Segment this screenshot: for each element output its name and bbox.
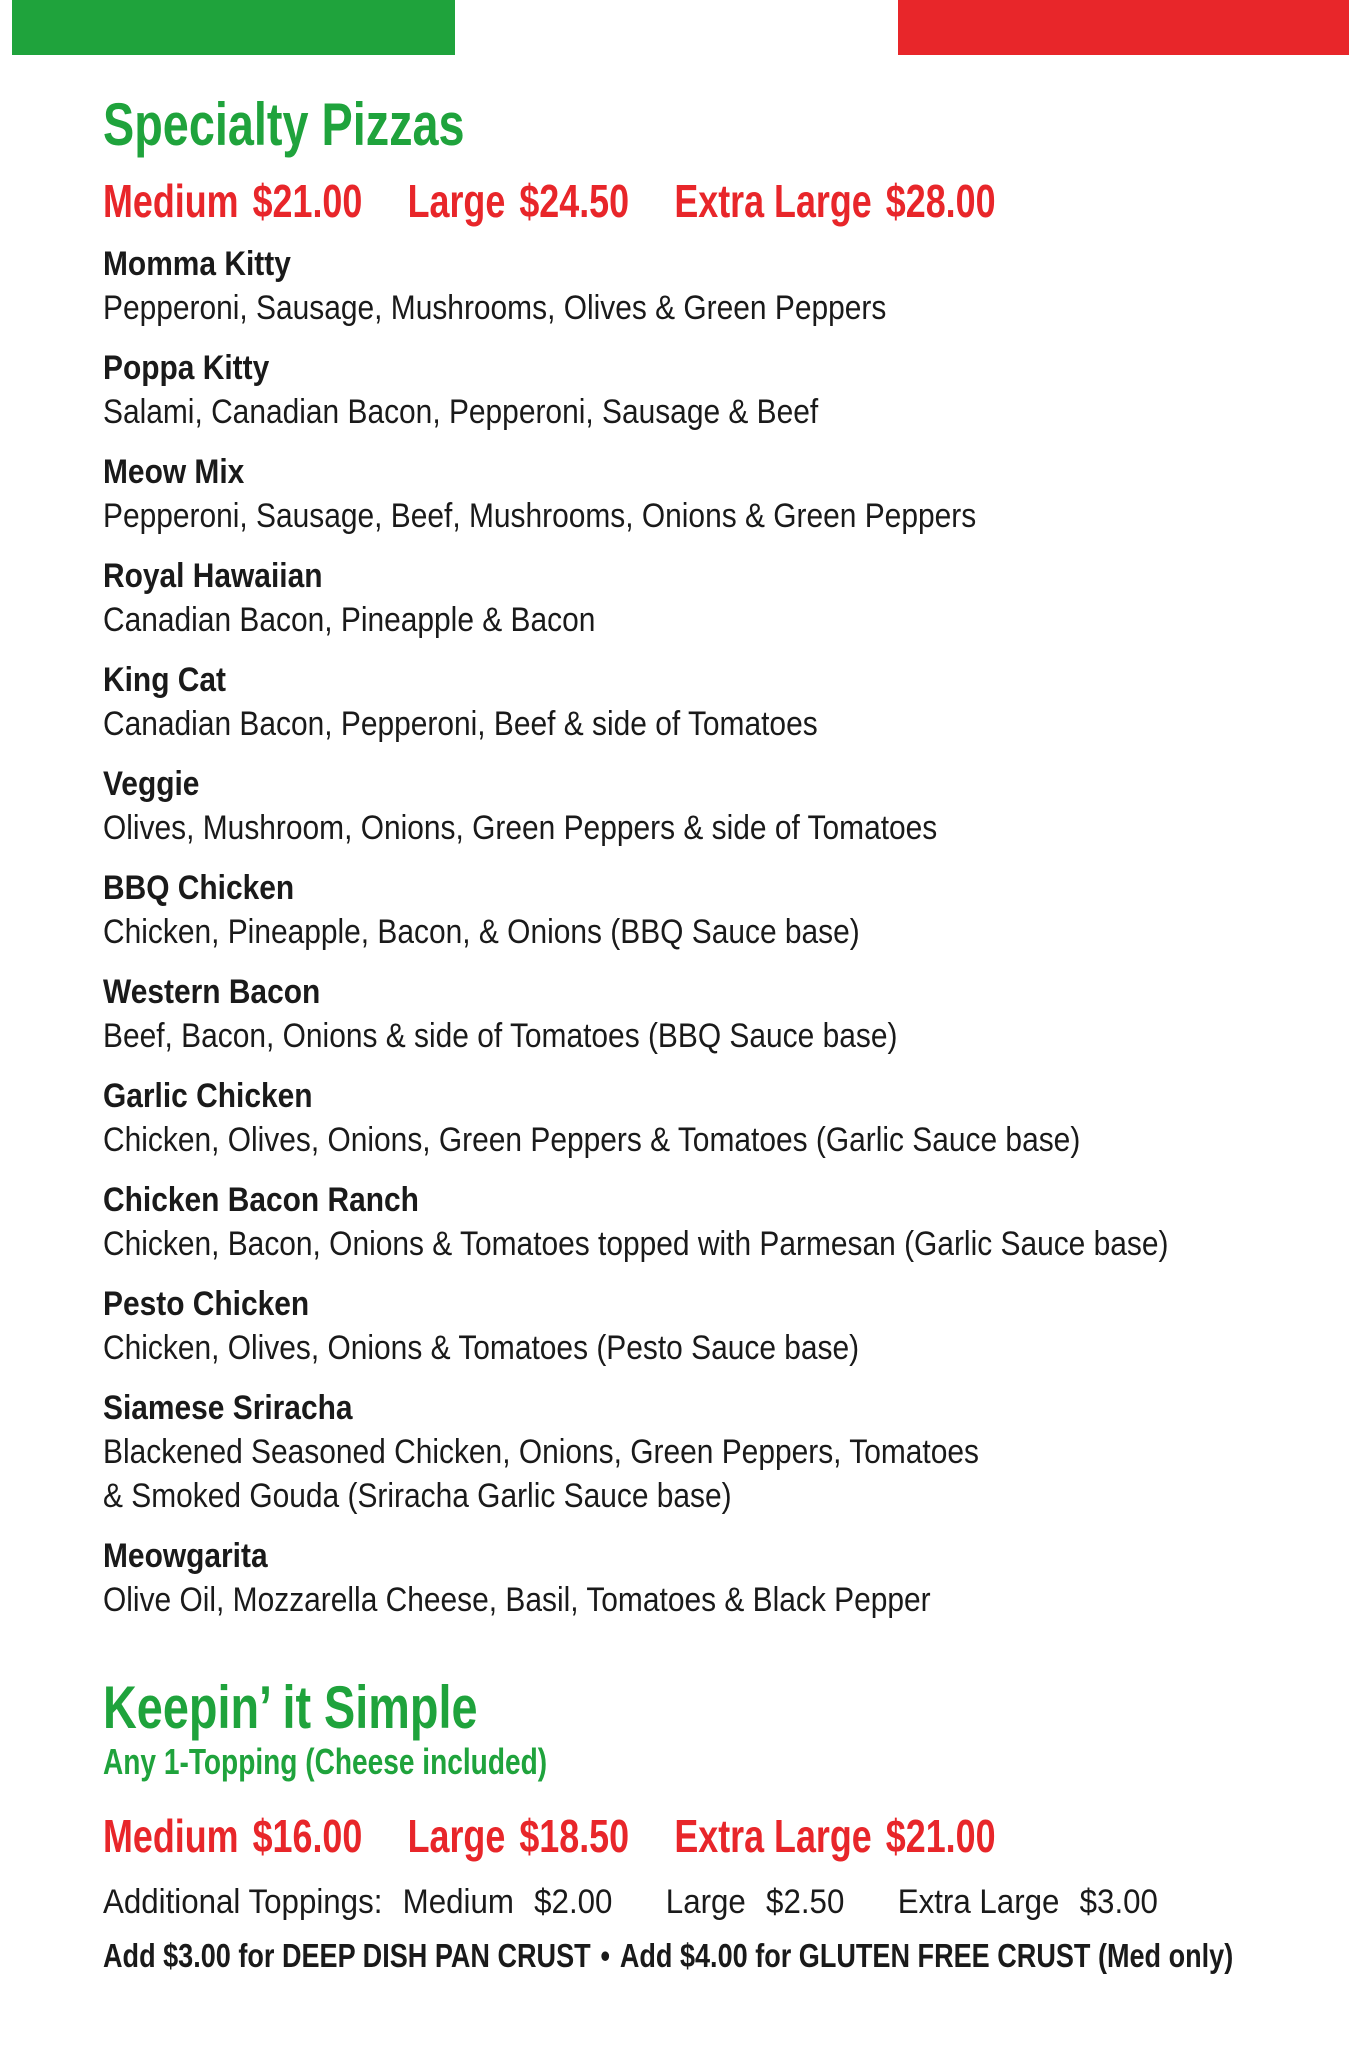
additional-medium-label: Medium bbox=[402, 1883, 514, 1921]
bullet-separator: • bbox=[600, 1937, 611, 1974]
menu-item bbox=[103, 1074, 1333, 1162]
menu-item bbox=[103, 554, 1333, 642]
menu-item bbox=[103, 450, 1333, 538]
additional-medium-price: $2.00 bbox=[534, 1883, 613, 1921]
item-description: Chicken, Olives, Onions & Tomatoes (Pesto Sauce base) bbox=[103, 1329, 860, 1367]
specialty-price-row bbox=[103, 173, 1041, 229]
item-description: Canadian Bacon, Pepperoni, Beef & side of Tomatoes bbox=[103, 705, 818, 743]
item-name: Momma Kitty bbox=[103, 245, 291, 283]
simple-price-row bbox=[103, 1808, 1041, 1864]
item-description: Pepperoni, Sausage, Beef, Mushrooms, Onions & Green Peppers bbox=[103, 497, 977, 535]
item-name: Meow Mix bbox=[103, 453, 245, 491]
item-description: Pepperoni, Sausage, Mushrooms, Olives & Green Peppers bbox=[103, 289, 887, 327]
item-name: Siamese Sriracha bbox=[103, 1389, 353, 1427]
deep-dish-note: Add $3.00 for DEEP DISH PAN CRUST bbox=[103, 1937, 591, 1974]
menu-item bbox=[103, 658, 1333, 746]
menu-item bbox=[103, 970, 1333, 1058]
additional-toppings-row bbox=[103, 1880, 1178, 1924]
menu-item bbox=[103, 1534, 1333, 1622]
menu-item bbox=[103, 346, 1333, 434]
gluten-free-note: Add $4.00 for GLUTEN FREE CRUST (Med only) bbox=[619, 1937, 1234, 1974]
item-name: Western Bacon bbox=[103, 973, 321, 1011]
xl-label: Extra Large bbox=[674, 1810, 872, 1862]
xl-label: Extra Large bbox=[674, 175, 872, 227]
crust-options-row bbox=[103, 1935, 1233, 1977]
specialty-items-list bbox=[103, 242, 1333, 1638]
medium-price: $16.00 bbox=[252, 1810, 363, 1862]
item-name: Veggie bbox=[103, 765, 200, 803]
item-description: Chicken, Bacon, Onions & Tomatoes topped with Parmesan (Garlic Sauce base) bbox=[103, 1225, 1169, 1263]
item-description: Canadian Bacon, Pineapple & Bacon bbox=[103, 601, 596, 639]
additional-toppings-label: Additional Toppings: bbox=[103, 1883, 383, 1921]
xl-price: $21.00 bbox=[885, 1810, 996, 1862]
item-description: Salami, Canadian Bacon, Pepperoni, Sausage & Beef bbox=[103, 393, 819, 431]
menu-item bbox=[103, 242, 1333, 330]
additional-xl-label: Extra Large bbox=[897, 1883, 1060, 1921]
item-name: Chicken Bacon Ranch bbox=[103, 1181, 419, 1219]
additional-large-label: Large bbox=[665, 1883, 746, 1921]
medium-label: Medium bbox=[103, 1810, 239, 1862]
flag-bar-red bbox=[898, 0, 1349, 55]
item-name: Garlic Chicken bbox=[103, 1077, 313, 1115]
item-name: Poppa Kitty bbox=[103, 349, 270, 387]
medium-price: $21.00 bbox=[252, 175, 363, 227]
large-label: Large bbox=[407, 175, 506, 227]
additional-large-price: $2.50 bbox=[766, 1883, 845, 1921]
menu-item bbox=[103, 866, 1333, 954]
menu-item bbox=[103, 1178, 1333, 1266]
flag-bar-green bbox=[12, 0, 455, 55]
item-name: Pesto Chicken bbox=[103, 1285, 310, 1323]
item-name: King Cat bbox=[103, 661, 227, 699]
item-description: Olives, Mushroom, Onions, Green Peppers & side of Tomatoes bbox=[103, 809, 938, 847]
item-description: Chicken, Pineapple, Bacon, & Onions (BBQ Sauce base) bbox=[103, 913, 860, 951]
item-description: Chicken, Olives, Onions, Green Peppers & Tomatoes (Garlic Sauce base) bbox=[103, 1121, 1081, 1159]
item-description: Blackened Seasoned Chicken, Onions, Green Peppers, Tomatoes bbox=[103, 1433, 979, 1471]
menu-item bbox=[103, 1282, 1333, 1370]
specialty-pizzas-title: Specialty Pizzas bbox=[103, 91, 465, 158]
item-description: Olive Oil, Mozzarella Cheese, Basil, Tomatoes & Black Pepper bbox=[103, 1581, 931, 1619]
item-name: Meowgarita bbox=[103, 1537, 268, 1575]
menu-item bbox=[103, 1386, 1333, 1518]
menu-item bbox=[103, 762, 1333, 850]
large-label: Large bbox=[407, 1810, 506, 1862]
keepin-it-simple-title: Keepin’ it Simple bbox=[103, 1674, 478, 1741]
large-price: $18.50 bbox=[519, 1810, 630, 1862]
item-name: Royal Hawaiian bbox=[103, 557, 323, 595]
large-price: $24.50 bbox=[519, 175, 630, 227]
item-description-continued: & Smoked Gouda (Sriracha Garlic Sauce base) bbox=[103, 1477, 732, 1515]
keepin-it-simple-subtitle: Any 1-Topping (Cheese included) bbox=[103, 1741, 548, 1782]
medium-label: Medium bbox=[103, 175, 239, 227]
item-name: BBQ Chicken bbox=[103, 869, 295, 907]
xl-price: $28.00 bbox=[885, 175, 996, 227]
additional-xl-price: $3.00 bbox=[1079, 1883, 1158, 1921]
item-description: Beef, Bacon, Onions & side of Tomatoes (BBQ Sauce base) bbox=[103, 1017, 898, 1055]
